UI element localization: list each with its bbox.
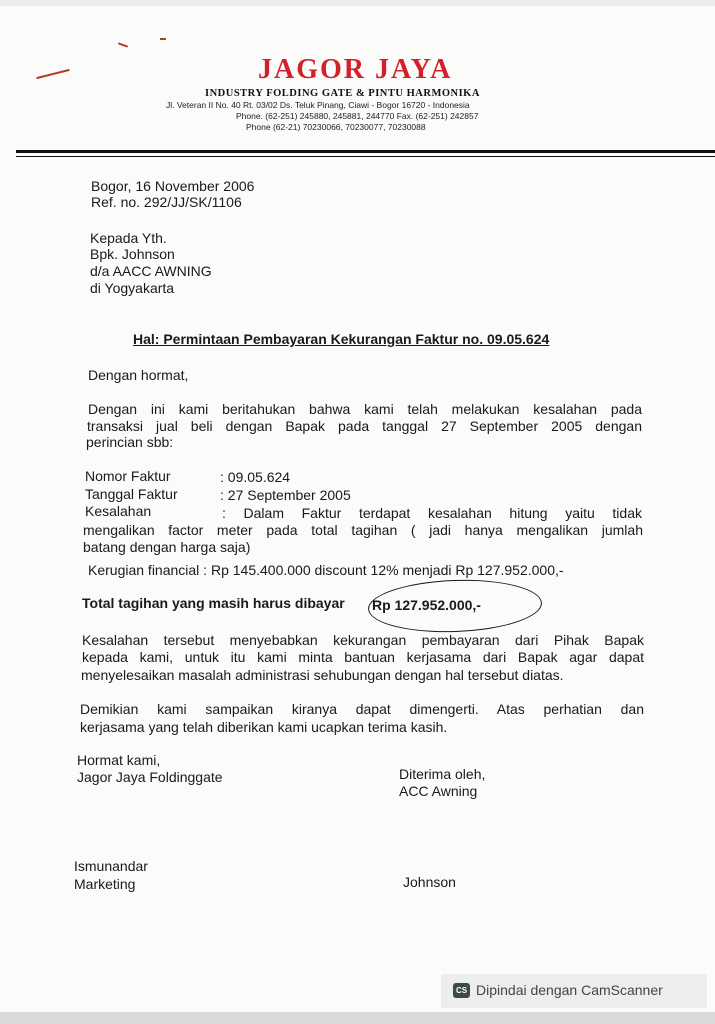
ink-mark: [160, 38, 166, 40]
error-description: batang dengan harga saja): [83, 539, 251, 555]
recipient-city: di Yogyakarta: [90, 280, 175, 296]
greeting: Dengan hormat,: [88, 367, 189, 383]
body-line: kepada kami, untuk itu kami minta bantuan kerjasama dari Bapak agar dapat: [82, 649, 644, 665]
letterhead-divider-thick: [16, 150, 715, 153]
error-label: Kesalahan: [85, 503, 152, 519]
handwritten-circle: [367, 577, 543, 635]
body-line: Kesalahan tersebut menyebabkan kekurangan pembayaran dari Pihak Bapak: [82, 632, 644, 648]
invoice-number-value: : 09.05.624: [220, 469, 291, 485]
intro-line: transaksi jual beli dengan Bapak pada tanggal 27 September 2005 dengan: [87, 418, 642, 434]
receiver-company: ACC Awning: [399, 783, 478, 799]
scan-top-edge: [0, 0, 715, 6]
body-line: menyelesaikan masalah administrasi sehubungan dengan hal tersebut diatas.: [81, 667, 564, 683]
sender-company: Jagor Jaya Foldinggate: [77, 769, 223, 785]
scanner-watermark: [441, 974, 707, 1008]
company-phone-fax: Phone. (62-251) 245880, 245881, 244770 Fax. (62-251) 242857: [236, 111, 479, 121]
intro-line: Dengan ini kami beritahukan bahwa kami telah melakukan kesalahan pada: [88, 401, 642, 417]
recipient-line: Kepada Yth.: [90, 230, 167, 246]
ink-mark: [36, 69, 69, 79]
letterhead-divider-thin: [16, 156, 715, 157]
receiver-greeting: Diterima oleh,: [399, 766, 486, 782]
total-due-label: Total tagihan yang masih harus dibayar: [82, 595, 345, 611]
invoice-date-value: : 27 September 2005: [220, 487, 351, 503]
reference-number: Ref. no. 292/JJ/SK/1106: [91, 194, 242, 210]
receiver-name: Johnson: [403, 874, 456, 890]
company-phone-2: Phone (62-21) 70230066, 70230077, 70230088: [246, 122, 426, 132]
sender-greeting: Hormat kami,: [77, 752, 161, 768]
closing-line: kerjasama yang telah diberikan kami ucapkan terima kasih.: [80, 719, 448, 735]
place-date: Bogor, 16 November 2006: [91, 178, 255, 194]
intro-line: perincian sbb:: [86, 434, 174, 450]
invoice-number-label: Nomor Faktur: [85, 468, 171, 484]
recipient-company: d/a AACC AWNING: [90, 263, 212, 279]
company-address: Jl. Veteran II No. 40 Rt. 03/02 Ds. Teluk Pinang, Ciawi - Bogor 16720 - Indonesia: [166, 100, 470, 110]
company-tagline: INDUSTRY FOLDING GATE & PINTU HARMONIKA: [205, 88, 480, 99]
total-due-amount: Rp 127.952.000,-: [372, 597, 481, 613]
error-description: : Dalam Faktur terdapat kesalahan hitung yaitu tidak: [222, 505, 642, 521]
invoice-date-label: Tanggal Faktur: [85, 486, 178, 502]
financial-loss: Kerugian financial : Rp 145.400.000 discount 12% menjadi Rp 127.952.000,-: [88, 562, 564, 578]
company-logo: JAGOR JAYA: [258, 54, 453, 85]
error-description: mengalikan factor meter pada total tagihan ( jadi hanya mengalikan jumlah: [83, 522, 643, 538]
scan-bottom-edge: [0, 1012, 715, 1024]
camscanner-icon: CS: [453, 983, 470, 998]
closing-line: Demikian kami sampaikan kiranya dapat dimengerti. Atas perhatian dan: [80, 701, 644, 717]
sender-name: Ismunandar: [74, 858, 148, 874]
letter-subject: Hal: Permintaan Pembayaran Kekurangan Faktur no. 09.05.624: [133, 331, 550, 347]
recipient-name: Bpk. Johnson: [90, 246, 175, 262]
scanner-watermark-text: Dipindai dengan CamScanner: [476, 982, 663, 998]
sender-title: Marketing: [74, 876, 136, 892]
ink-mark: [118, 42, 128, 47]
